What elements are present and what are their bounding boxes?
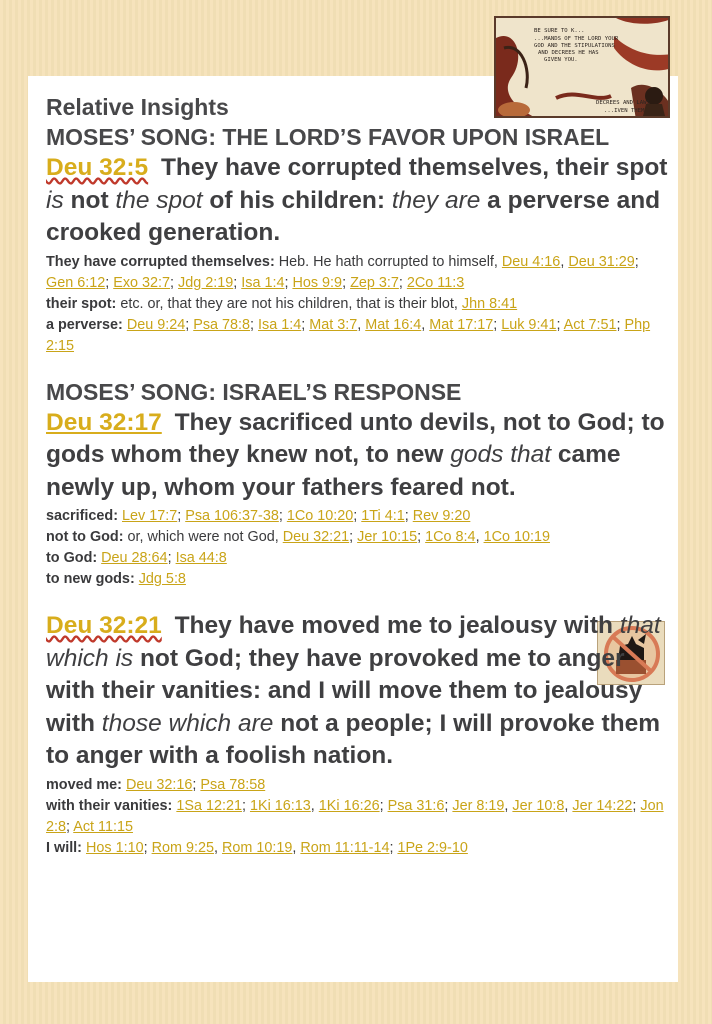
ref-separator: , bbox=[560, 253, 569, 270]
note-line bbox=[46, 527, 668, 548]
cross-ref-link[interactable]: Mat 17:17 bbox=[429, 316, 494, 333]
ref-separator: ; bbox=[379, 797, 388, 814]
ref-separator: ; bbox=[233, 274, 242, 291]
verse-part: not bbox=[63, 186, 116, 214]
cross-ref-link[interactable]: Rom 9:25 bbox=[151, 839, 214, 856]
section-deu-32-17 bbox=[46, 377, 668, 591]
cross-reference-notes bbox=[46, 506, 668, 590]
note-text: etc. or, that they are not his children, that is their blot, bbox=[116, 295, 462, 312]
verse-text bbox=[46, 407, 668, 505]
verse-part: not a people; I will provoke them to anger with a foolish nation. bbox=[46, 709, 661, 769]
ref-separator: ; bbox=[177, 508, 186, 524]
ref-separator: , bbox=[357, 316, 366, 333]
ref-separator: , bbox=[421, 316, 430, 333]
note-keyword: I will: bbox=[46, 839, 82, 856]
verse-text bbox=[46, 152, 668, 250]
note-keyword: their spot: bbox=[46, 295, 117, 312]
note-line bbox=[46, 506, 668, 527]
ref-separator: ; bbox=[192, 776, 201, 793]
ref-separator: ; bbox=[301, 316, 310, 333]
cross-ref-link[interactable]: Gen 6:12 bbox=[46, 274, 106, 291]
ref-separator: ; bbox=[634, 253, 639, 270]
note-line bbox=[46, 294, 668, 315]
cross-ref-link[interactable]: Jer 8:19 bbox=[452, 797, 505, 814]
verse-part: a perverse and crooked generation. bbox=[46, 186, 661, 246]
ref-separator: ; bbox=[278, 508, 287, 524]
ref-separator: ; bbox=[250, 316, 259, 333]
verse-part: not God; they have provoked me to anger with their vanities: and I will move them to jealousy with bbox=[46, 644, 643, 737]
ref-separator: ; bbox=[167, 550, 176, 566]
cross-ref-link[interactable]: 1Co 10:20 bbox=[286, 508, 354, 524]
verse-text bbox=[46, 610, 668, 773]
ref-separator: , bbox=[564, 797, 573, 814]
cross-ref-link[interactable]: Jhn 8:41 bbox=[461, 295, 518, 312]
ref-separator: ; bbox=[185, 316, 194, 333]
ref-separator: ; bbox=[342, 274, 351, 291]
section-deu-32-21 bbox=[46, 610, 668, 859]
ref-separator: ; bbox=[66, 818, 74, 835]
cross-ref-link[interactable]: Jer 14:22 bbox=[572, 797, 633, 814]
cross-ref-link[interactable]: Mat 16:4 bbox=[365, 316, 422, 333]
cross-ref-link[interactable]: Rom 10:19 bbox=[221, 839, 293, 856]
art-line-6: DECREES AND LAWS bbox=[596, 100, 650, 106]
verse-italic: they are bbox=[391, 186, 481, 214]
ref-separator: ; bbox=[143, 839, 152, 856]
ref-separator: , bbox=[310, 797, 319, 814]
cross-ref-link[interactable]: Jer 10:8 bbox=[512, 797, 565, 814]
art-line-5: GIVEN YOU. bbox=[544, 57, 578, 63]
note-keyword: to new gods: bbox=[46, 571, 135, 587]
ref-separator: ; bbox=[105, 274, 114, 291]
ref-separator: ; bbox=[632, 797, 641, 814]
document-body bbox=[46, 92, 668, 859]
cross-ref-link[interactable]: 1Co 10:19 bbox=[483, 529, 550, 545]
cross-ref-link[interactable]: Deu 32:16 bbox=[125, 776, 193, 793]
cross-ref-link[interactable]: Zep 3:7 bbox=[350, 274, 399, 291]
cross-ref-link[interactable]: Psa 78:8 bbox=[193, 316, 251, 333]
verse-ref-link[interactable]: Deu 32:17 bbox=[46, 408, 162, 436]
verse-italic: that which is bbox=[46, 612, 661, 672]
note-line bbox=[46, 838, 668, 859]
ref-separator: ; bbox=[493, 316, 502, 333]
cross-ref-link[interactable]: Act 11:15 bbox=[73, 818, 133, 835]
cross-ref-link[interactable]: 1Co 8:4 bbox=[425, 529, 476, 545]
cross-ref-link[interactable]: Jer 10:15 bbox=[357, 529, 418, 545]
art-line-1: BE SURE TO K... bbox=[534, 28, 585, 34]
cross-ref-link[interactable]: Psa 78:58 bbox=[200, 776, 266, 793]
art-line-2: ...MANDS OF THE LORD YOUR bbox=[534, 36, 619, 42]
verse-part: They have corrupted themselves, their spot bbox=[160, 154, 668, 181]
ref-separator: ; bbox=[398, 274, 407, 291]
verse-part: of his children: bbox=[202, 186, 392, 214]
ref-separator: ; bbox=[353, 508, 362, 524]
cross-ref-link[interactable]: Luk 9:41 bbox=[501, 316, 557, 333]
note-line bbox=[46, 252, 668, 294]
cross-ref-link[interactable]: Deu 31:29 bbox=[568, 253, 635, 270]
ref-separator: , bbox=[292, 839, 301, 856]
art-line-3: GOD AND THE STIPULATIONS bbox=[534, 43, 615, 49]
section-heading: MOSES’ SONG: THE LORD’S FAVOR UPON ISRAEL bbox=[46, 124, 610, 150]
ref-separator: ; bbox=[444, 797, 453, 814]
cross-ref-link[interactable]: Deu 9:24 bbox=[126, 316, 186, 333]
ref-separator: ; bbox=[404, 508, 413, 524]
cross-ref-link[interactable]: 1Ki 16:26 bbox=[318, 797, 380, 814]
note-keyword: sacrificed: bbox=[46, 508, 118, 524]
note-line bbox=[46, 315, 668, 357]
cross-ref-link[interactable]: Psa 31:6 bbox=[387, 797, 445, 814]
page-title: Relative Insights bbox=[46, 94, 229, 120]
cross-ref-link[interactable]: Deu 28:64 bbox=[101, 550, 168, 566]
verse-ref-link[interactable]: Deu 32:21 bbox=[46, 612, 162, 639]
ref-separator: ; bbox=[349, 529, 358, 545]
ref-separator: ; bbox=[284, 274, 293, 291]
cross-reference-notes bbox=[46, 252, 668, 357]
verse-part: They have moved me to jealousy with bbox=[174, 612, 620, 639]
verse-italic: gods that bbox=[450, 441, 552, 468]
verse-part: They sacrificed unto devils, not to God; to gods whom they knew not, to new bbox=[46, 408, 665, 468]
ref-separator: ; bbox=[170, 274, 179, 291]
note-keyword: with their vanities: bbox=[46, 797, 173, 814]
note-line bbox=[46, 548, 668, 569]
cross-ref-link[interactable]: Exo 32:7 bbox=[113, 274, 171, 291]
cross-reference-notes bbox=[46, 775, 668, 859]
ref-separator: , bbox=[475, 529, 484, 545]
cross-ref-link[interactable]: 2Co 11:3 bbox=[406, 274, 465, 291]
note-keyword: to God: bbox=[46, 550, 98, 566]
cross-ref-link[interactable]: Lev 17:7 bbox=[122, 508, 178, 524]
ref-separator: ; bbox=[556, 316, 564, 333]
ref-separator: , bbox=[504, 797, 513, 814]
art-line-4: AND DECREES HE HAS bbox=[538, 50, 599, 56]
note-keyword: not to God: bbox=[46, 529, 124, 545]
note-keyword: a perverse: bbox=[46, 316, 123, 333]
note-text: Heb. He hath corrupted to himself, bbox=[274, 253, 502, 270]
verse-italic: the spot bbox=[115, 186, 203, 214]
cross-ref-link[interactable]: 1Ki 16:13 bbox=[249, 797, 311, 814]
ref-separator: , bbox=[213, 839, 222, 856]
verse-italic: is bbox=[46, 186, 64, 214]
verse-italic: those which are bbox=[101, 709, 274, 737]
cross-ref-link[interactable]: Rom 11:11-14 bbox=[300, 839, 390, 856]
ref-separator: ; bbox=[389, 839, 398, 856]
cross-ref-link[interactable]: Hos 1:10 bbox=[85, 839, 144, 856]
note-keyword: moved me: bbox=[46, 776, 122, 793]
note-keyword: They have corrupted themselves: bbox=[46, 253, 275, 270]
ref-separator: ; bbox=[417, 529, 426, 545]
ref-separator: ; bbox=[616, 316, 625, 333]
cross-ref-link[interactable]: 1Pe 2:9-10 bbox=[397, 839, 468, 856]
cross-ref-link[interactable]: Jdg 5:8 bbox=[138, 571, 186, 587]
note-line bbox=[46, 569, 668, 590]
cross-ref-link[interactable]: Psa 106:37-38 bbox=[185, 508, 279, 524]
note-line bbox=[46, 796, 668, 838]
cross-ref-link[interactable]: Isa 44:8 bbox=[175, 550, 227, 566]
cross-ref-link[interactable]: Jdg 2:19 bbox=[178, 274, 234, 291]
cross-ref-link[interactable]: Act 7:51 bbox=[563, 316, 617, 333]
ref-separator: ; bbox=[241, 797, 250, 814]
note-text: or, which were not God, bbox=[123, 529, 283, 545]
cross-ref-link[interactable]: Hos 9:9 bbox=[292, 274, 343, 291]
note-line bbox=[46, 775, 668, 796]
section-heading: MOSES’ SONG: ISRAEL’S RESPONSE bbox=[46, 378, 462, 405]
cross-ref-link[interactable]: Php 2:15 bbox=[46, 316, 651, 354]
cross-ref-link[interactable]: Rev 9:20 bbox=[412, 508, 471, 524]
section-deu-32-5 bbox=[46, 122, 668, 357]
cross-ref-link[interactable]: Deu 32:21 bbox=[282, 529, 350, 545]
verse-part: came newly up, whom your fathers feared not. bbox=[46, 441, 621, 501]
cross-ref-link[interactable]: Mat 3:7 bbox=[309, 316, 358, 333]
cross-ref-link[interactable]: Deu 4:16 bbox=[501, 253, 561, 270]
cross-ref-link[interactable]: Isa 1:4 bbox=[241, 274, 285, 291]
cross-ref-link[interactable]: 1Sa 12:21 bbox=[176, 797, 242, 814]
cross-ref-link[interactable]: Isa 1:4 bbox=[258, 316, 302, 333]
cross-ref-link[interactable]: Jon 2:8 bbox=[46, 797, 664, 835]
cross-ref-link[interactable]: 1Ti 4:1 bbox=[361, 508, 405, 524]
art-line-7: ...IVEN THEM bbox=[604, 108, 645, 114]
verse-ref-link[interactable]: Deu 32:5 bbox=[46, 154, 149, 181]
